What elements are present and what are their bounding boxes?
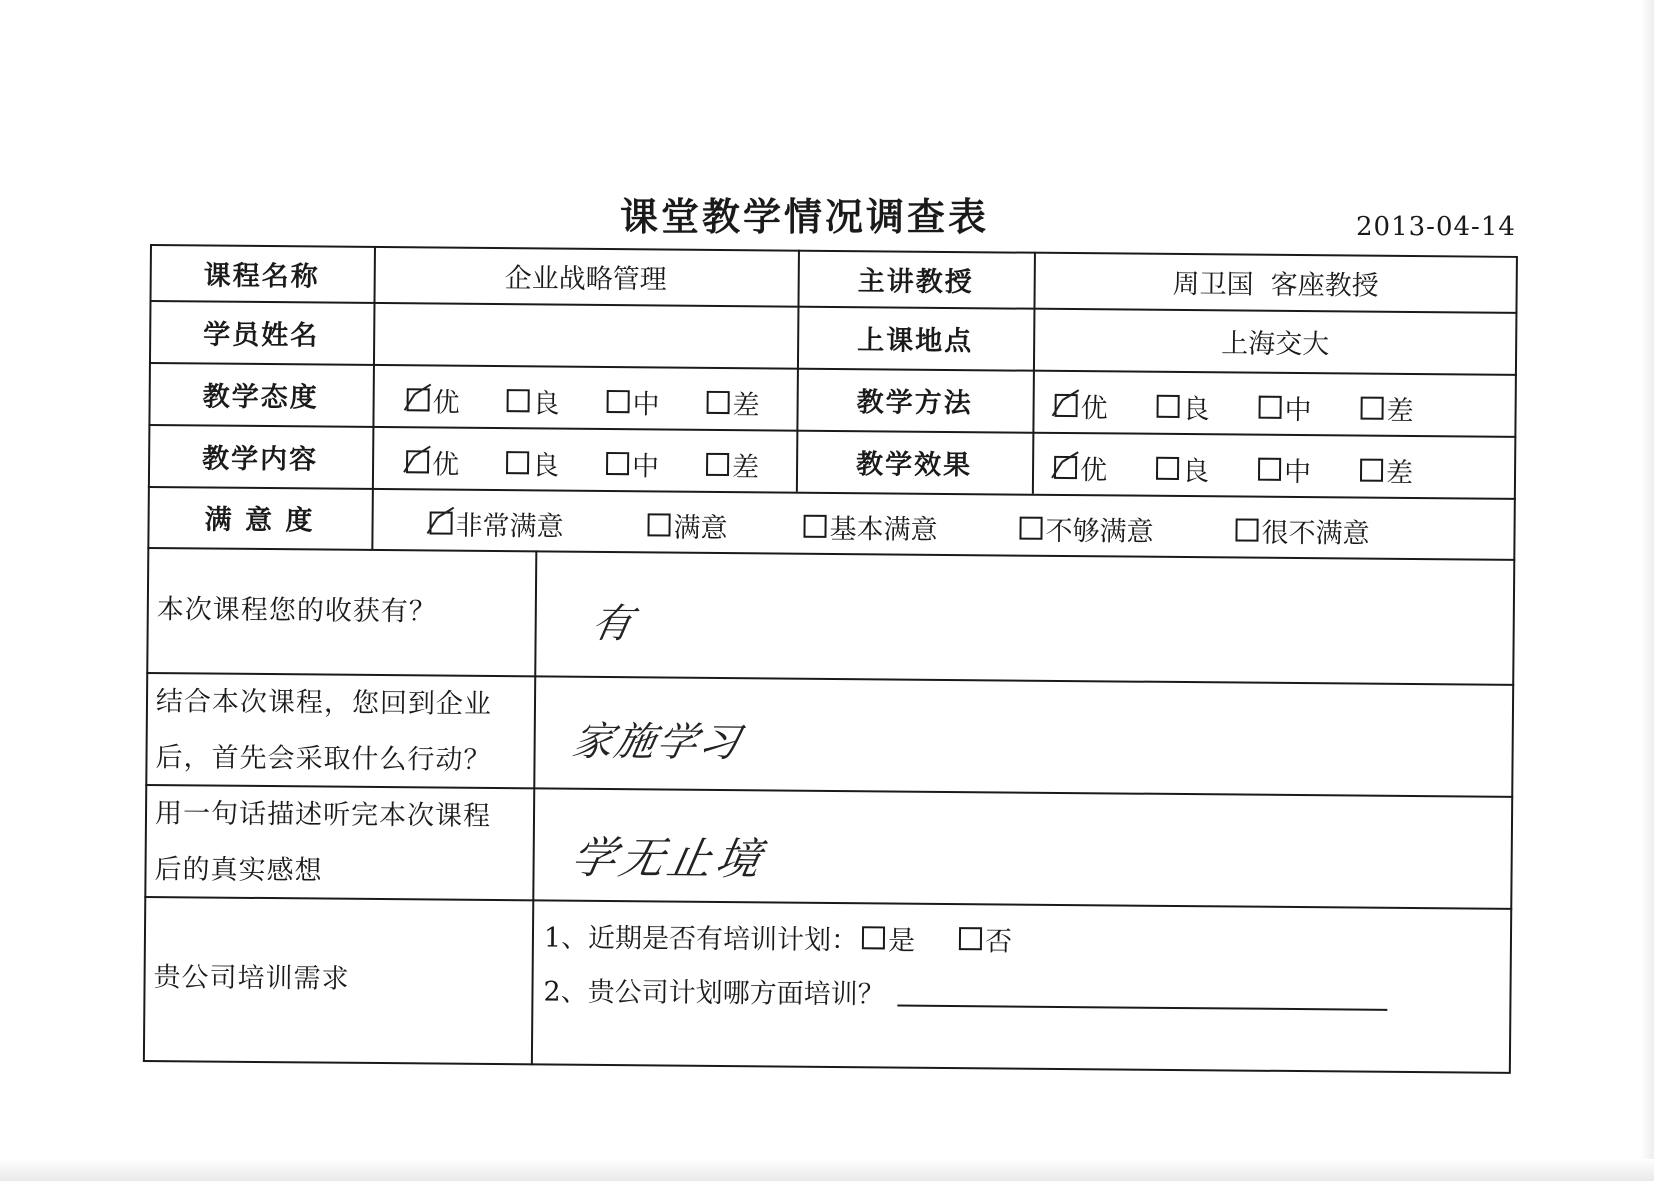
label-teaching-effect: 教学效果	[855, 448, 973, 481]
scan-edge	[1640, 0, 1654, 1181]
option-label: 中	[632, 389, 660, 421]
checkbox[interactable]	[1259, 396, 1282, 419]
checkbox-checked[interactable]	[407, 388, 430, 411]
question-action-line1: 结合本次课程，您回到企业	[155, 686, 493, 721]
checkbox[interactable]	[1019, 517, 1042, 540]
value-course-name: 企业战略管理	[504, 262, 667, 296]
rating-option-teaching-effect-3[interactable]	[1258, 450, 1311, 489]
rating-option-teaching-effect-4[interactable]	[1360, 451, 1413, 490]
training-q1	[544, 915, 1013, 958]
checkbox[interactable]	[1157, 395, 1180, 418]
satisfaction-option-4[interactable]	[1019, 509, 1153, 549]
training-q1-text: 1、近期是否有培训计划：	[543, 922, 859, 957]
value-lecturer: 周卫国 客座教授	[1172, 268, 1379, 302]
label-course-name: 课程名称	[203, 259, 320, 292]
label-student-name: 学员姓名	[203, 318, 320, 351]
checkbox-checked[interactable]	[1055, 394, 1078, 417]
training-option-no[interactable]: 否	[959, 919, 1012, 958]
question-training-need: 贵公司培训需求	[153, 962, 350, 995]
option-label: 良	[1182, 394, 1210, 426]
option-label: 中	[1284, 394, 1312, 427]
rating-option-teaching-effect-1[interactable]	[1054, 448, 1107, 487]
checkbox[interactable]	[1156, 457, 1179, 480]
checkbox[interactable]	[862, 926, 885, 949]
answer-feeling: 学无止境	[567, 832, 769, 886]
checkbox-checked[interactable]	[406, 450, 429, 473]
option-label: 中	[1283, 456, 1312, 489]
training-option-yes[interactable]: 是	[862, 918, 915, 957]
student-name-field[interactable]	[373, 302, 798, 368]
label-satisfaction: 满 意 度	[204, 504, 315, 537]
option-label: 中	[631, 451, 660, 483]
rating-option-teaching-effect-2[interactable]	[1156, 449, 1209, 488]
checkbox-checked[interactable]	[1054, 456, 1077, 479]
form-date: 2013-04-14	[1356, 212, 1516, 242]
option-label: 良	[532, 388, 560, 420]
rating-option-teaching-content-1[interactable]	[406, 442, 459, 481]
checkbox[interactable]	[1360, 459, 1383, 482]
option-label: 非常满意	[455, 510, 564, 543]
checkbox[interactable]	[707, 391, 730, 414]
checkbox[interactable]	[647, 513, 670, 536]
answer-action: 家施学习	[568, 718, 746, 767]
checkbox[interactable]	[1235, 518, 1258, 541]
label-teaching-attitude: 教学态度	[202, 380, 319, 413]
question-gain: 本次课程您的收获有？	[156, 594, 437, 628]
option-label: 差	[731, 452, 760, 484]
rating-option-teaching-attitude-1[interactable]	[406, 380, 459, 419]
satisfaction-option-5[interactable]	[1235, 510, 1369, 550]
satisfaction-option-2[interactable]	[647, 505, 727, 545]
label-teaching-content: 教学内容	[201, 442, 319, 475]
option-label: 不够满意	[1045, 515, 1154, 548]
question-action-line2: 后，首先会采取什么行动？	[155, 742, 492, 776]
option-label: 良	[1181, 456, 1210, 488]
satisfaction-option-3[interactable]	[803, 507, 937, 547]
rating-option-teaching-method-3[interactable]	[1258, 388, 1311, 427]
checkbox[interactable]	[706, 453, 729, 476]
training-q2-text: 2、贵公司计划哪方面培训？	[543, 976, 885, 1011]
checkbox[interactable]	[1361, 397, 1384, 420]
rating-option-teaching-content-3[interactable]	[606, 444, 659, 483]
checkbox[interactable]	[803, 515, 826, 538]
survey-form	[143, 244, 1518, 1074]
rating-option-teaching-method-4[interactable]	[1360, 389, 1413, 428]
label-location: 上课地点	[857, 324, 974, 357]
question-feeling-line1: 用一句话描述听完本次课程	[154, 798, 492, 832]
option-label: 优	[432, 387, 460, 419]
checkbox[interactable]	[607, 390, 630, 413]
option-label: 差	[732, 390, 760, 422]
label-lecturer: 主讲教授	[857, 265, 974, 298]
option-label: 优	[431, 449, 460, 481]
checkbox[interactable]	[507, 389, 530, 412]
option-label: 基本满意	[829, 513, 938, 546]
question-feeling-line2: 后的真实感想	[154, 854, 323, 887]
rating-option-teaching-content-2[interactable]	[506, 443, 559, 482]
form-title: 课堂教学情况调查表	[620, 195, 990, 239]
rating-option-teaching-method-1[interactable]	[1054, 386, 1107, 425]
satisfaction-option-1[interactable]	[429, 503, 563, 543]
option-label: 很不满意	[1261, 517, 1370, 550]
checkbox[interactable]	[506, 451, 529, 474]
scan-shade	[0, 1159, 1654, 1181]
rating-option-teaching-attitude-4[interactable]	[706, 383, 759, 422]
option-label: 满意	[673, 512, 728, 545]
value-location: 上海交大	[1221, 327, 1330, 360]
checkbox[interactable]	[959, 927, 982, 950]
checkbox[interactable]	[1258, 458, 1281, 481]
rating-option-teaching-content-4[interactable]	[706, 445, 759, 484]
answer-gain: 有	[587, 600, 637, 648]
rating-option-teaching-attitude-2[interactable]	[506, 381, 559, 420]
rating-option-teaching-method-2[interactable]	[1156, 387, 1209, 426]
option-label: 良	[531, 450, 560, 482]
option-label: 差	[1386, 395, 1414, 428]
rating-option-teaching-attitude-3[interactable]	[606, 382, 659, 421]
option-label: 优	[1079, 455, 1108, 487]
checkbox-checked[interactable]	[429, 511, 452, 534]
option-label: 差	[1385, 457, 1414, 490]
training-q2	[543, 969, 885, 1011]
option-label: 优	[1080, 393, 1108, 425]
checkbox[interactable]	[606, 452, 629, 475]
label-teaching-method: 教学方法	[856, 386, 973, 419]
